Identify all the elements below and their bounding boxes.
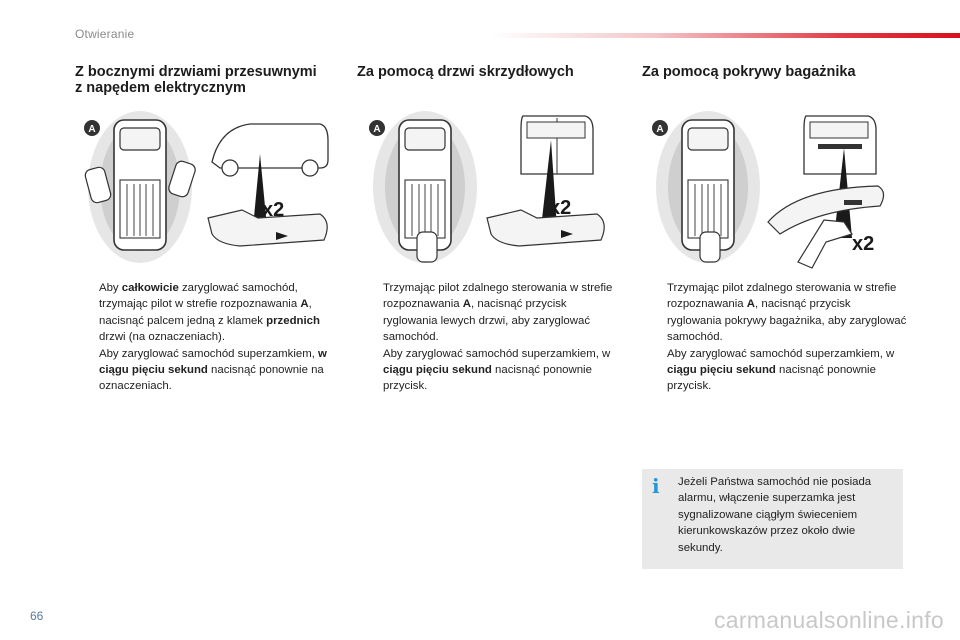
instruction-text: nacisnąć ponownie na oznaczeniach.: [99, 364, 324, 393]
column-tailgate: [642, 64, 907, 98]
instruction-bullet: [361, 280, 623, 346]
instruction-text: zaryglować samochód, trzymając pilot w strefie rozpoznawania: [99, 282, 301, 311]
instruction-text: , nacisnąć przycisk ryglowania pokrywy bagażnika, aby zaryglować samochód.: [667, 298, 907, 344]
zone-a-label: A: [88, 124, 96, 135]
instruction-text: Aby: [99, 282, 122, 294]
heading-line2: z napędem elektrycznym: [75, 80, 246, 96]
emphasis-text: ciągu pięciu sekund: [667, 364, 776, 377]
instruction-text: , nacisnąć palcem jedną z klamek: [99, 298, 312, 327]
info-icon: i: [652, 474, 660, 498]
section-title: Otwieranie: [75, 27, 135, 41]
zone-a-label: A: [656, 124, 664, 135]
instruction-text: Aby zaryglować samochód superzamkiem, w: [667, 347, 895, 360]
illustration-wing-doors: [365, 110, 625, 270]
instruction-text: Aby zaryglować samochód superzamkiem, w: [383, 347, 611, 360]
zone-a-label: A: [373, 124, 381, 135]
illustration-sliding-doors: [80, 110, 340, 270]
page-number: 66: [30, 609, 44, 623]
illustration-tailgate: [648, 110, 908, 270]
watermark: carmanualsonline.info: [713, 607, 944, 633]
heading-line1: Z bocznymi drzwiami przesuwnymi: [75, 64, 317, 80]
emphasis-text: A: [300, 298, 309, 311]
press-count: x2: [262, 199, 285, 221]
instruction-text: Trzymając pilot zdalnego sterowania w strefie rozpoznawania: [667, 282, 897, 311]
instructions-wing-doors: [361, 280, 623, 395]
emphasis-text: A: [746, 298, 756, 311]
instruction-bullet: [77, 346, 339, 395]
info-note-text: Jeżeli Państwa samochód nie posiada alarmu, włączenie superzamka jest sygnalizowane ciągłym świeceniem kierunkowskazów przez około dwie sekundy.: [678, 476, 872, 554]
instruction-text: nacisnąć ponownie przycisk.: [383, 364, 592, 393]
instruction-bullet: [77, 280, 339, 346]
column-heading: Za pomocą pokrywy bagażnika: [642, 64, 856, 80]
emphasis-text: w ciągu pięciu sekund: [99, 347, 327, 377]
emphasis-text: całkowicie: [121, 282, 179, 294]
instruction-text: , nacisnąć przycisk ryglowania lewych drzwi, aby zaryglować samochód.: [383, 298, 591, 344]
instruction-bullet: [645, 346, 907, 395]
column-heading: [75, 64, 340, 98]
instructions-tailgate: [645, 280, 907, 395]
column-wing-doors: [357, 64, 622, 98]
instruction-bullet: [645, 280, 907, 346]
info-note: [642, 469, 903, 569]
instructions-sliding-doors: [77, 280, 339, 395]
emphasis-text: ciągu pięciu sekund: [383, 364, 492, 377]
instruction-text: Trzymając pilot zdalnego sterowania w strefie rozpoznawania: [383, 282, 613, 311]
column-sliding-doors: [75, 64, 340, 98]
press-count: x2: [852, 233, 875, 255]
instruction-text: Aby zaryglować samochód superzamkiem,: [99, 347, 319, 360]
instruction-text: nacisnąć ponownie przycisk.: [667, 364, 876, 393]
press-count: x2: [549, 197, 572, 219]
emphasis-text: A: [462, 298, 472, 311]
header-rule: [490, 33, 960, 38]
instruction-text: drzwi (na oznaczeniach).: [99, 331, 225, 344]
emphasis-text: przednich: [266, 314, 320, 327]
column-heading: Za pomocą drzwi skrzydłowych: [357, 64, 574, 80]
instruction-bullet: [361, 346, 623, 395]
